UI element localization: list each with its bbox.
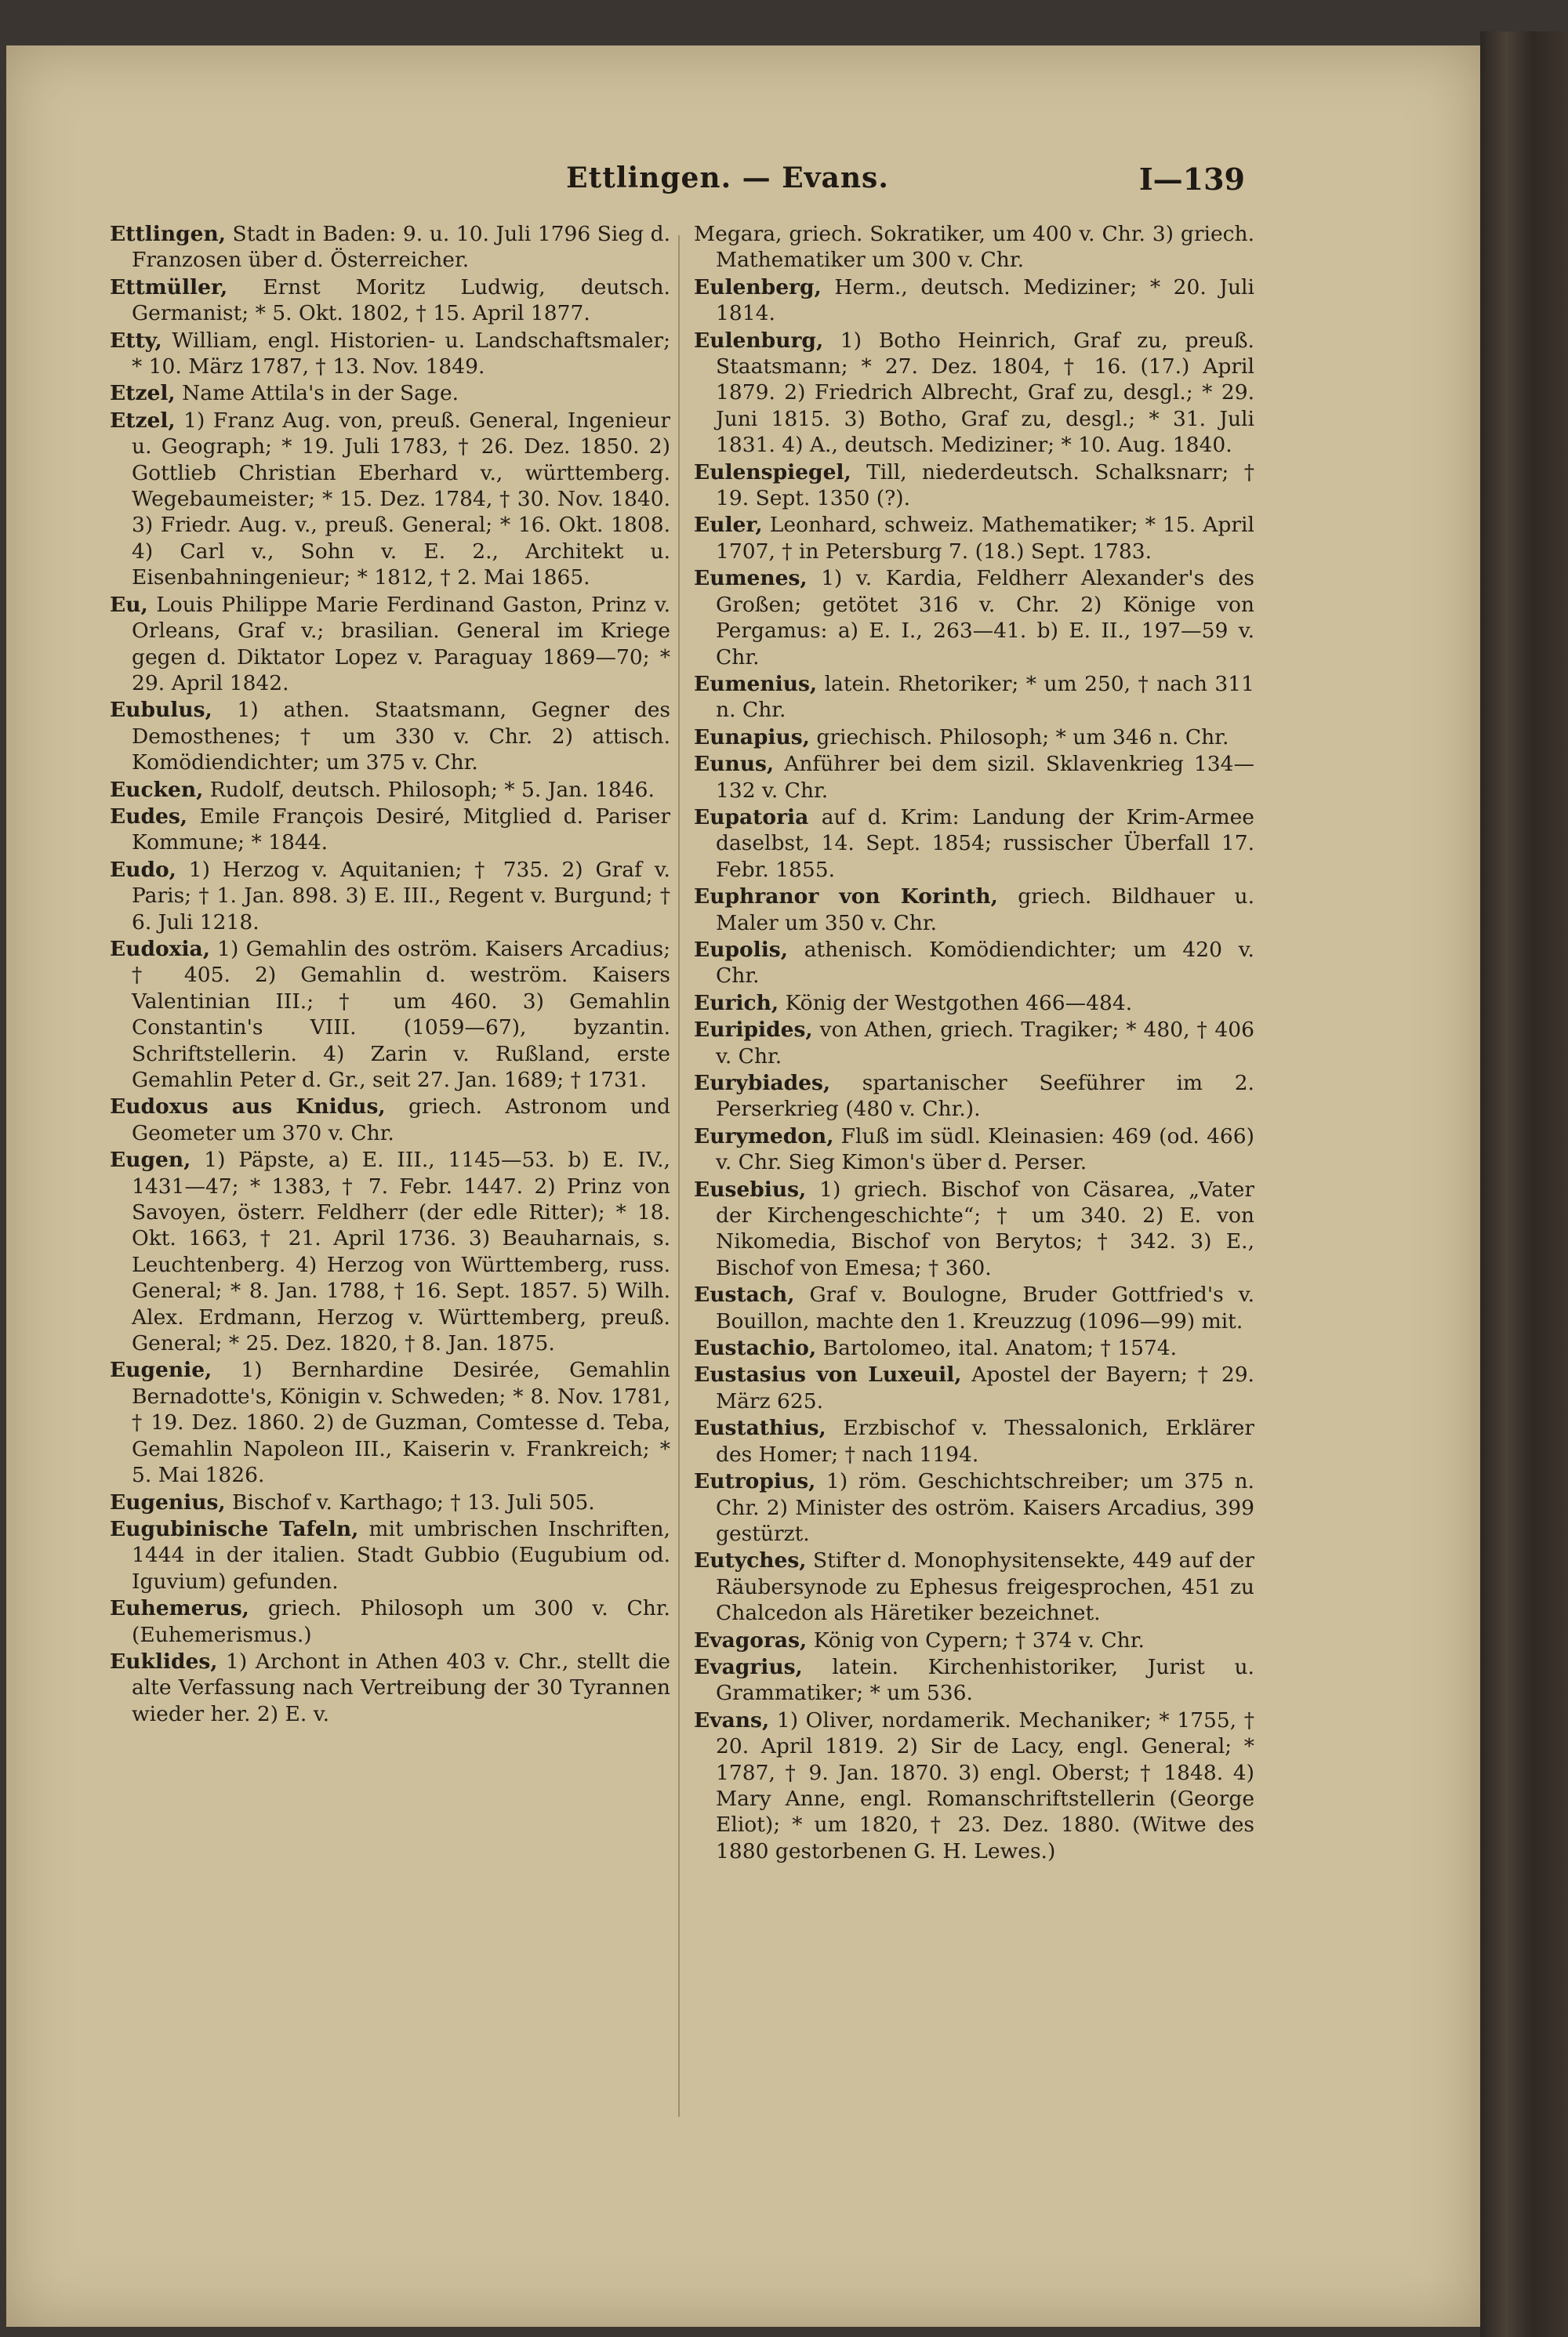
entry-term: Eucken,: [110, 777, 204, 802]
entry-text: Louis Philippe Marie Ferdinand Gaston, Prinz v. Orleans, Graf v.; brasilian. General im Kriege gegen d. Diktator Lopez v. Paraguay 1869—70; * 29. April 1842.: [132, 592, 670, 695]
entry-term: Etzel,: [110, 381, 176, 406]
dictionary-entry: [694, 804, 1254, 883]
entry-term: Eunapius,: [694, 724, 810, 749]
entry-term: Eustasius von Luxeuil,: [694, 1363, 962, 1388]
entry-term: Evans,: [694, 1707, 770, 1733]
dictionary-entry: [110, 1516, 670, 1595]
dictionary-entry: [110, 697, 670, 775]
entry-text: 1) Botho Heinrich, Graf zu, preuß. Staatsmann; * 27. Dez. 1804, † 16. (17.) April 1879. 2) Friedrich Albrecht, Graf zu, desgl.; * 29. Juni 1815. 3) Botho, Graf zu, desgl.; * 31. Juli 1831. 4) A., deutsch. Mediziner; * 10. Aug. 1840.: [716, 328, 1254, 458]
entry-term: Etzel,: [110, 408, 176, 433]
entry-text: 1) Päpste, a) E. III., 1145—53. b) E. IV., 1431—47; * 1383, † 7. Febr. 1447. 2) Prinz von Savoyen, österr. Feldherr (der edle Ritter); * 18. Okt. 1663, † 21. April 1736. 3) Beauharnais, s. Leuchtenberg. 4) Herzog von Württemberg, russ. General; * 8. Jan. 1788, † 16. Sept. 1857. 5) Wilh. Alex. Erdmann, Herzog v. Württemberg, preuß. General; * 25. Dez. 1820, † 8. Jan. 1875.: [132, 1148, 670, 1356]
entry-term: Eulenspiegel,: [694, 459, 851, 484]
dictionary-entry: [694, 459, 1254, 512]
entry-text: Name Attila's in der Sage.: [182, 381, 459, 406]
dictionary-entry: [694, 1335, 1254, 1361]
entry-text: Till, niederdeutsch. Schalksnarr; † 19. Sept. 1350 (?).: [716, 459, 1254, 511]
entry-term: Eulenburg,: [694, 328, 824, 353]
entry-text: 1) griech. Bischof von Cäsarea, „Vater der Kirchengeschichte“; † um 340. 2) E. von Nikomedia, Bischof von Berytos; † 342. 3) E., Bischof von Emesa; † 360.: [716, 1177, 1254, 1280]
entry-term: Etty,: [110, 328, 162, 353]
entry-text: auf d. Krim: Landung der Krim-Armee daselbst, 14. Sept. 1854; russischer Überfall 17. Febr. 1855.: [716, 804, 1254, 882]
entry-term: Euhemerus,: [110, 1596, 249, 1621]
dictionary-entry: [110, 1147, 670, 1356]
entry-text: Leonhard, schweiz. Mathematiker; * 15. April 1707, † in Petersburg 7. (18.) Sept. 1783.: [716, 513, 1254, 564]
entry-text: Ernst Moritz Ludwig, deutsch. Germanist; * 5. Okt. 1802, † 15. April 1877.: [132, 274, 670, 326]
entry-text: Graf v. Boulogne, Bruder Gottfried's v. Bouillon, machte den 1. Kreuzzug (1096—99) mit.: [716, 1283, 1254, 1334]
dictionary-entry: [110, 328, 670, 380]
entry-text: Herm., deutsch. Mediziner; * 20. Juli 1814.: [716, 274, 1254, 326]
entry-term: Eubulus,: [110, 698, 212, 723]
entry-term: Eustachio,: [694, 1336, 817, 1361]
entry-text: von Athen, griech. Tragiker; * 480, † 406 v. Chr.: [716, 1018, 1254, 1069]
entry-term: Eumenius,: [694, 671, 818, 696]
dictionary-entry: [110, 408, 670, 591]
entry-text: griech. Astronom und Geometer um 370 v. Chr.: [132, 1094, 670, 1145]
entry-term: Eudes,: [110, 804, 187, 829]
entry-text: Emile François Desiré, Mitglied d. Pariser Kommune; * 1844.: [132, 804, 670, 855]
entry-text: latein. Kirchenhistoriker, Jurist u. Grammatiker; * um 536.: [716, 1654, 1254, 1706]
entry-text: athenisch. Komödiendichter; um 420 v. Chr.: [716, 937, 1254, 989]
entry-term: Eudo,: [110, 857, 176, 882]
entry-text: Bartolomeo, ital. Anatom; † 1574.: [822, 1336, 1178, 1361]
entry-text: 1) Archont in Athen 403 v. Chr., stellt die alte Verfassung nach Vertreibung der 30 Tyrannen wieder her. 2) E. v.: [132, 1649, 670, 1726]
entry-term: Eustach,: [694, 1283, 795, 1308]
dictionary-entry: [694, 512, 1254, 564]
dictionary-entry: [694, 1282, 1254, 1334]
entry-columns: [110, 221, 1254, 2118]
entry-text: 1) Gemahlin des oström. Kaisers Arcadius; † 405. 2) Gemahlin d. weström. Kaisers Valentinian III.; † um 460. 3) Gemahlin Constantin's VIII. (1059—67), byzantin. Schriftstellerin. 4) Zarin v. Rußland, erste Gemahlin Peter d. Gr., seit 27. Jan. 1689; † 1731.: [132, 936, 670, 1092]
dictionary-entry: [110, 1357, 670, 1488]
entry-term: Eusebius,: [694, 1177, 807, 1202]
entry-text: Stadt in Baden: 9. u. 10. Juli 1796 Sieg d. Franzosen über d. Österreicher.: [132, 222, 670, 273]
entry-term: Ettmüller,: [110, 274, 228, 299]
entry-term: Eupatoria: [694, 804, 809, 829]
entry-term: Evagoras,: [694, 1628, 808, 1653]
entry-term: Eugen,: [110, 1148, 191, 1173]
dictionary-entry: [110, 1649, 670, 1727]
entry-term: Evagrius,: [694, 1654, 803, 1679]
dictionary-entry: [110, 274, 670, 327]
dictionary-entry: [110, 380, 670, 406]
dictionary-entry: [694, 884, 1254, 936]
book-spine: [1480, 31, 1568, 2337]
entry-term: Eudoxus aus Knidus,: [110, 1094, 386, 1120]
entry-term: Eutyches,: [694, 1548, 807, 1573]
entry-text: Megara, griech. Sokratiker, um 400 v. Chr. 3) griech. Mathematiker um 300 v. Chr.: [694, 222, 1254, 273]
entry-text: König der Westgothen 466—484.: [785, 990, 1133, 1015]
entry-text: 1) Franz Aug. von, preuß. General, Ingenieur u. Geograph; * 19. Juli 1783, † 26. Dez. 1850. 2) Gottlieb Christian Eberhard v., württemberg. Wegebaumeister; * 15. Dez. 1784, † 30. Nov. 1840. 3) Friedr. Aug. v., preuß. General; * 16. Okt. 1808. 4) Carl v., Sohn v. E. 2., Architekt u. Eisenbahningenieur; * 1812, † 2. Mai 1865.: [132, 408, 670, 590]
entry-text: 1) röm. Geschichtschreiber; um 375 n. Chr. 2) Minister des oström. Kaisers Arcadius, 399 gestürzt.: [716, 1469, 1254, 1546]
dictionary-entry: [110, 936, 670, 1093]
running-title: Ettlingen. — Evans.: [566, 161, 889, 194]
entry-term: Eudoxia,: [110, 936, 210, 961]
dictionary-entry: [694, 1628, 1254, 1653]
dictionary-entry: [694, 1654, 1254, 1707]
dictionary-entry: [110, 777, 670, 803]
dictionary-entry: [694, 1548, 1254, 1626]
entry-term: Eu,: [110, 592, 148, 617]
entry-text: Fluß im südl. Kleinasien: 469 (od. 466) v. Chr. Sieg Kimon's über d. Perser.: [716, 1123, 1254, 1175]
entry-text: griech. Bildhauer u. Maler um 350 v. Chr.: [716, 884, 1254, 935]
entry-text: Stifter d. Monophysitensekte, 449 auf der Räubersynode zu Ephesus freigesprochen, 451 zu Chalcedon als Häretiker bezeichnet.: [716, 1548, 1254, 1626]
entry-text: Bischof v. Karthago; † 13. Juli 505.: [232, 1490, 595, 1515]
entry-term: Eunus,: [694, 752, 775, 777]
entry-text: Anführer bei dem sizil. Sklavenkrieg 134—132 v. Chr.: [716, 752, 1254, 803]
dictionary-entry: [110, 1094, 670, 1146]
entry-term: Eugenie,: [110, 1358, 212, 1383]
entry-term: Eugenius,: [110, 1490, 226, 1515]
entry-text: griech. Philosoph um 300 v. Chr. (Euhemerismus.): [132, 1596, 670, 1647]
entry-text: William, engl. Historien- u. Landschaftsmaler; * 10. März 1787, † 13. Nov. 1849.: [132, 328, 670, 379]
dictionary-entry: [694, 724, 1254, 750]
entry-text: mit umbrischen Inschriften, 1444 in der italien. Stadt Gubbio (Eugubium od. Iguvium) gefunden.: [132, 1516, 670, 1594]
entry-text: Erzbischof v. Thessalonich, Erklärer des Homer; † nach 1194.: [716, 1416, 1254, 1467]
entry-text: 1) athen. Staatsmann, Gegner des Demosthenes; † um 330 v. Chr. 2) attisch. Komödiendichter; um 375 v. Chr.: [132, 698, 670, 775]
entry-text: griechisch. Philosoph; * um 346 n. Chr.: [816, 724, 1229, 749]
entry-term: Eumenes,: [694, 566, 808, 591]
entry-term: Eustathius,: [694, 1416, 826, 1441]
entry-term: Eurymedon,: [694, 1123, 834, 1149]
dictionary-entry: [694, 990, 1254, 1016]
dictionary-entry: [694, 1017, 1254, 1069]
entry-term: Euripides,: [694, 1018, 813, 1043]
entry-text: 1) Herzog v. Aquitanien; † 735. 2) Graf v. Paris; † 1. Jan. 898. 3) E. III., Regent v. Burgund; † 6. Juli 1218.: [132, 857, 670, 934]
entry-term: Ettlingen,: [110, 222, 226, 246]
dictionary-entry: [694, 221, 1254, 274]
dictionary-entry: [694, 1123, 1254, 1176]
dictionary-entry: [694, 1177, 1254, 1282]
entry-text: spartanischer Seeführer im 2. Perserkrieg (480 v. Chr.).: [716, 1071, 1254, 1122]
dictionary-entry: [694, 1415, 1254, 1468]
dictionary-entry: [694, 671, 1254, 724]
entry-term: Euklides,: [110, 1649, 218, 1674]
dictionary-entry: [694, 937, 1254, 989]
dictionary-entry: [110, 592, 670, 697]
entry-term: Eupolis,: [694, 937, 788, 962]
dictionary-entry: [110, 857, 670, 935]
dictionary-entry: [110, 804, 670, 856]
dictionary-entry: [694, 565, 1254, 670]
entry-text: 1) Oliver, nordamerik. Mechaniker; * 1755, † 20. April 1819. 2) Sir de Lacy, engl. General; * 1787, † 9. Jan. 1870. 3) engl. Oberst; † 1848. 4) Mary Anne, engl. Romanschriftstellerin (George Eliot); * um 1820, † 23. Dez. 1880. (Witwe des 1880 gestorbenen G. H. Lewes.): [716, 1707, 1254, 1863]
dictionary-entry: [694, 274, 1254, 327]
dictionary-entry: [694, 1362, 1254, 1414]
dictionary-entry: [110, 221, 670, 274]
entry-term: Eutropius,: [694, 1469, 816, 1494]
entry-text: latein. Rhetoriker; * um 250, † nach 311 n. Chr.: [716, 671, 1254, 723]
entry-term: Eulenberg,: [694, 274, 822, 299]
entry-text: 1) v. Kardia, Feldherr Alexander's des Großen; getötet 316 v. Chr. 2) Könige von Pergamus: a) E. I., 263—41. b) E. II., 197—59 v. Chr.: [716, 566, 1254, 670]
entry-text: 1) Bernhardine Desirée, Gemahlin Bernadotte's, Königin v. Schweden; * 8. Nov. 1781, † 19. Dez. 1860. 2) de Guzman, Comtesse d. Teba, Gemahlin Napoleon III., Kaiserin v. Frankreich; * 5. Mai 1826.: [132, 1358, 670, 1488]
dictionary-entry: [694, 328, 1254, 459]
page-number: I—139: [1138, 161, 1245, 197]
dictionary-entry: [110, 1490, 670, 1515]
right-column: [694, 221, 1254, 2118]
dictionary-entry: [694, 1707, 1254, 1864]
page-header: [6, 161, 1480, 209]
entry-term: Euphranor von Korinth,: [694, 884, 998, 909]
dictionary-entry: [694, 751, 1254, 804]
entry-text: Rudolf, deutsch. Philosoph; * 5. Jan. 1846.: [209, 777, 655, 802]
entry-term: Eurich,: [694, 990, 779, 1015]
entry-term: Euler,: [694, 513, 763, 538]
entry-term: Eugubinische Tafeln,: [110, 1516, 359, 1541]
entry-text: König von Cypern; † 374 v. Chr.: [813, 1628, 1145, 1653]
dictionary-entry: [110, 1595, 670, 1648]
entry-term: Eurybiades,: [694, 1071, 831, 1095]
dictionary-entry: [694, 1468, 1254, 1547]
entry-text: Apostel der Bayern; † 29. März 625.: [716, 1363, 1254, 1413]
dictionary-entry: [694, 1070, 1254, 1123]
left-column: [110, 221, 670, 2118]
